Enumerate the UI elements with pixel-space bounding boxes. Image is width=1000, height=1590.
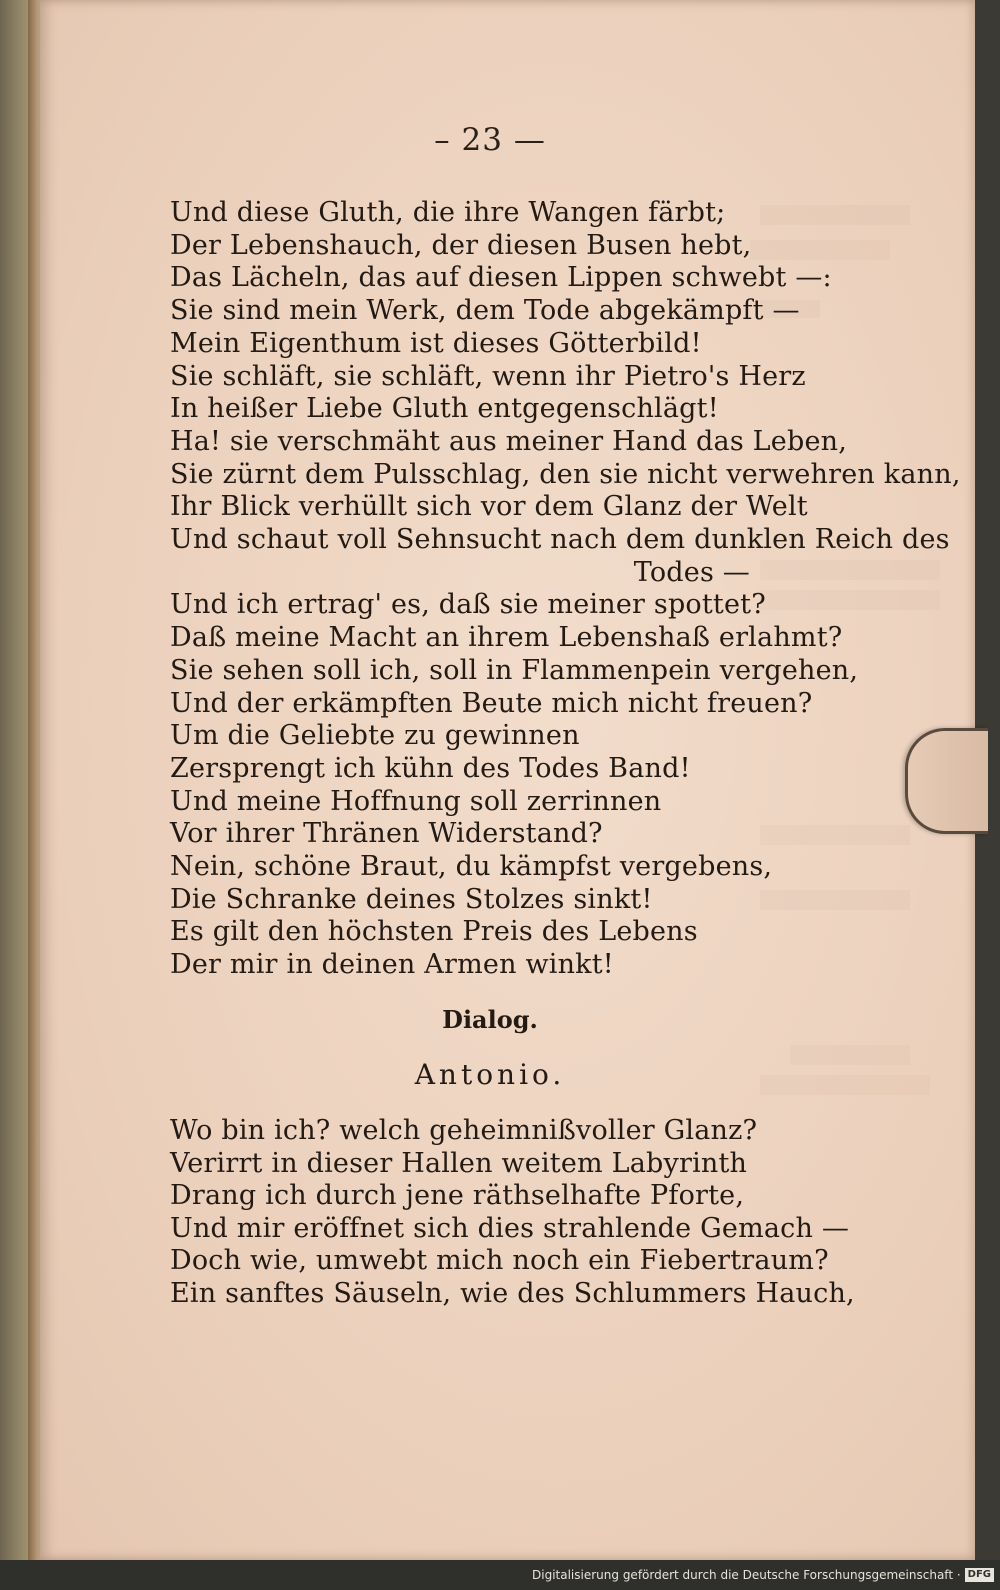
poem-line: Sie sind mein Werk, dem Tode abgekämpft — <box>170 295 800 327</box>
dialog-heading: Dialog. <box>442 1005 538 1034</box>
poem-line: Und meine Hoffnung soll zerrinnen <box>170 785 662 817</box>
digitization-credit <box>532 1568 994 1582</box>
binding-edge <box>28 0 38 1562</box>
page-number: – 23 — <box>434 122 546 158</box>
poem-line: Mein Eigenthum ist dieses Götterbild! <box>170 327 702 359</box>
poem-line: Nein, schöne Braut, du kämpfst vergebens, <box>170 851 773 882</box>
credit-text: Digitalisierung gefördert durch die Deutsche Forschungsgemeinschaft · <box>532 1568 961 1582</box>
poem-line: Der Lebenshauch, der diesen Busen hebt, <box>170 229 752 261</box>
poem-line: Das Lächeln, das auf diesen Lippen schwebt —: <box>170 262 832 294</box>
dialog-line: Doch wie, umwebt mich noch ein Fiebertraum? <box>170 1245 829 1276</box>
dialog-line: Und mir eröffnet sich dies strahlende Gemach — <box>170 1212 850 1244</box>
poem-line: Sie sehen soll ich, soll in Flammenpein vergehen, <box>170 654 859 686</box>
speaker-name: Antonio. <box>414 1058 566 1091</box>
poem-line: Ha! sie verschmäht aus meiner Hand das Leben, <box>170 425 848 457</box>
poem-line: Todes — <box>633 556 750 588</box>
poem-line: Um die Geliebte zu gewinnen <box>170 720 580 752</box>
poem-line: Und diese Gluth, die ihre Wangen färbt; <box>170 197 726 228</box>
poem-line: Und der erkämpften Beute mich nicht freuen? <box>170 687 813 719</box>
poem-line: Die Schranke deines Stolzes sinkt! <box>170 883 653 915</box>
poem-line: Und ich ertrag' es, daß sie meiner spottet? <box>170 589 766 621</box>
poem-line: Der mir in deinen Armen winkt! <box>170 949 614 981</box>
poem-line: Sie schläft, sie schläft, wenn ihr Pietro's Herz <box>170 360 806 392</box>
dialog-line: Ein sanftes Säuseln, wie des Schlummers Hauch, <box>170 1277 855 1309</box>
dialog-line: Wo bin ich? welch geheimnißvoller Glanz? <box>170 1115 758 1146</box>
poem-line: Vor ihrer Thränen Widerstand? <box>170 818 603 850</box>
dfg-logo: DFG <box>965 1568 994 1582</box>
poem-line: Und schaut voll Sehnsucht nach dem dunklen Reich des <box>170 524 950 555</box>
page-clip <box>905 728 988 834</box>
dialog-line: Verirrt in dieser Hallen weitem Labyrinth <box>170 1147 748 1179</box>
poem-line: Ihr Blick verhüllt sich vor dem Glanz der Welt <box>170 491 808 523</box>
dialog-line: Drang ich durch jene räthselhafte Pforte, <box>170 1180 745 1211</box>
poem-line: Sie zürnt dem Pulsschlag, den sie nicht verwehren kann, <box>170 458 961 490</box>
poem-line: Daß meine Macht an ihrem Lebenshaß erlahmt? <box>170 622 843 654</box>
poem-line: Zersprengt ich kühn des Todes Band! <box>170 752 691 784</box>
poem-line: In heißer Liebe Gluth entgegenschlägt! <box>170 393 719 425</box>
poem-line: Es gilt den höchsten Preis des Lebens <box>170 916 698 948</box>
